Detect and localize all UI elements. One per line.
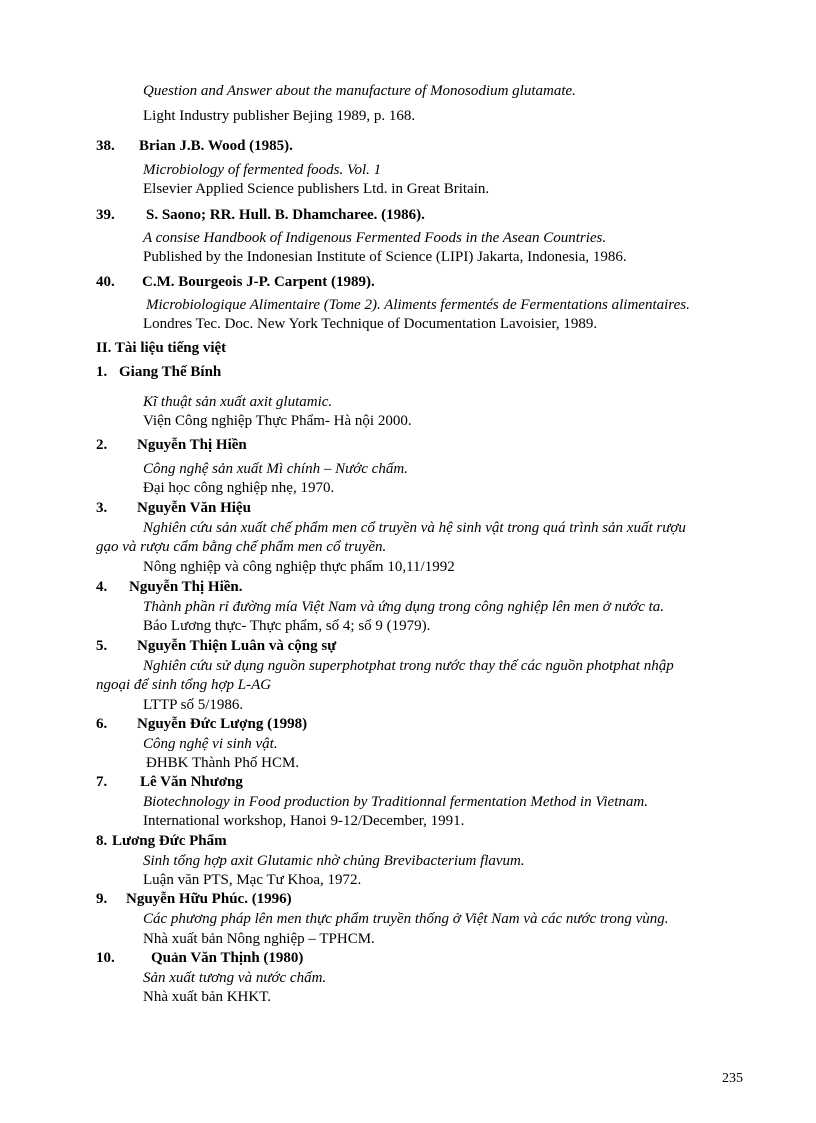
reference-title: Biotechnology in Food production by Traditionnal fermentation Method in Vietnam. <box>143 794 648 810</box>
reference-title: Sản xuất tương và nước chấm. <box>143 970 327 986</box>
reference-author: Quản Văn Thịnh (1980) <box>151 950 304 966</box>
reference-author: Giang Thế Bính <box>119 364 222 380</box>
reference-number: 6. <box>96 716 108 732</box>
reference-publisher: International workshop, Hanoi 9-12/December, 1991. <box>143 813 465 829</box>
reference-publisher: Nhà xuất bản KHKT. <box>143 989 272 1005</box>
reference-title: Microbiology of fermented foods. Vol. 1 <box>143 162 382 178</box>
reference-title: Thành phần rỉ đường mía Việt Nam và ứng dụng trong công nghiệp lên men ở nước ta. <box>143 599 665 615</box>
reference-number: 4. <box>96 579 108 595</box>
reference-title: A consise Handbook of Indigenous Fermented Foods in the Asean Countries. <box>143 230 607 246</box>
reference-author: Nguyễn Đức Lượng (1998) <box>137 716 308 732</box>
reference-publisher: Nhà xuất bản Nông nghiệp – TPHCM. <box>143 931 375 947</box>
reference-author: Lương Đức Phẩm <box>112 833 227 849</box>
reference-number: 3. <box>96 500 108 516</box>
reference-author: Brian J.B. Wood (1985). <box>139 138 293 154</box>
reference-title: Sinh tổng hợp axit Glutamic nhờ chủng Brevibacterium flavum. <box>143 853 525 869</box>
reference-title-line-2: gạo và rượu cẩm bằng chế phẩm men cổ truyền. <box>96 539 387 555</box>
reference-title: Công nghệ sản xuất Mì chính – Nước chấm. <box>143 461 408 477</box>
reference-number: 10. <box>96 950 115 966</box>
reference-number: 9. <box>96 891 108 907</box>
reference-title: Microbiologique Alimentaire (Tome 2). Aliments fermentés de Fermentations alimentaires. <box>146 297 690 313</box>
reference-publisher: Viện Công nghiệp Thực Phẩm- Hà nội 2000. <box>143 413 412 429</box>
reference-publisher: Londres Tec. Doc. New York Technique of Documentation Lavoisier, 1989. <box>143 316 598 332</box>
reference-title: Question and Answer about the manufacture of Monosodium glutamate. <box>143 83 576 99</box>
reference-publisher: Nông nghiệp và công nghiệp thực phẩm 10,11/1992 <box>143 559 455 575</box>
reference-title-line-2: ngoại để sinh tổng hợp L-AG <box>96 677 272 693</box>
reference-author: Nguyễn Văn Hiệu <box>137 500 251 516</box>
reference-publisher: LTTP số 5/1986. <box>143 697 244 713</box>
reference-number: 8. <box>96 833 108 849</box>
reference-title: Kĩ thuật sản xuất axit glutamic. <box>143 394 333 410</box>
reference-title: Công nghệ vi sinh vật. <box>143 736 278 752</box>
reference-author: S. Saono; RR. Hull. B. Dhamcharee. (1986). <box>146 207 425 223</box>
reference-publisher: Đại học công nghiệp nhẹ, 1970. <box>143 480 335 496</box>
reference-author: Nguyễn Hữu Phúc. (1996) <box>126 891 292 907</box>
reference-publisher: Light Industry publisher Bejing 1989, p. 168. <box>143 108 416 124</box>
reference-author: Nguyễn Thị Hiền. <box>129 579 243 595</box>
reference-author: Nguyễn Thiện Luân và cộng sự <box>137 638 337 654</box>
reference-publisher: Elsevier Applied Science publishers Ltd. in Great Britain. <box>143 181 490 197</box>
reference-number: 38. <box>96 138 115 154</box>
reference-publisher: ĐHBK Thành Phố HCM. <box>146 755 300 771</box>
reference-number: 39. <box>96 207 115 223</box>
section-heading: II. Tài liệu tiếng việt <box>96 340 227 356</box>
reference-title: Các phương pháp lên men thực phẩm truyền thống ở Việt Nam và các nước trong vùng. <box>143 911 669 927</box>
reference-number: 5. <box>96 638 108 654</box>
reference-number: 7. <box>96 774 108 790</box>
reference-number: 40. <box>96 274 115 290</box>
reference-author: C.M. Bourgeois J-P. Carpent (1989). <box>142 274 375 290</box>
reference-title-line-1: Nghiên cứu sử dụng nguồn superphotphat trong nước thay thế các nguồn photphat nhập <box>143 658 674 674</box>
reference-author: Nguyễn Thị Hiền <box>137 437 247 453</box>
page-number: 235 <box>722 1071 743 1086</box>
reference-publisher: Published by the Indonesian Institute of Science (LIPI) Jakarta, Indonesia, 1986. <box>143 249 627 265</box>
reference-author: Lê Văn Nhương <box>140 774 243 790</box>
reference-number: 1. <box>96 364 108 380</box>
reference-publisher: Báo Lương thực- Thực phẩm, số 4; số 9 (1979). <box>143 618 431 634</box>
reference-title-line-1: Nghiên cứu sản xuất chế phẩm men cổ truyền và hệ sinh vật trong quá trình sản xuất rượu <box>143 520 686 536</box>
reference-number: 2. <box>96 437 108 453</box>
reference-publisher: Luận văn PTS, Mạc Tư Khoa, 1972. <box>143 872 362 888</box>
